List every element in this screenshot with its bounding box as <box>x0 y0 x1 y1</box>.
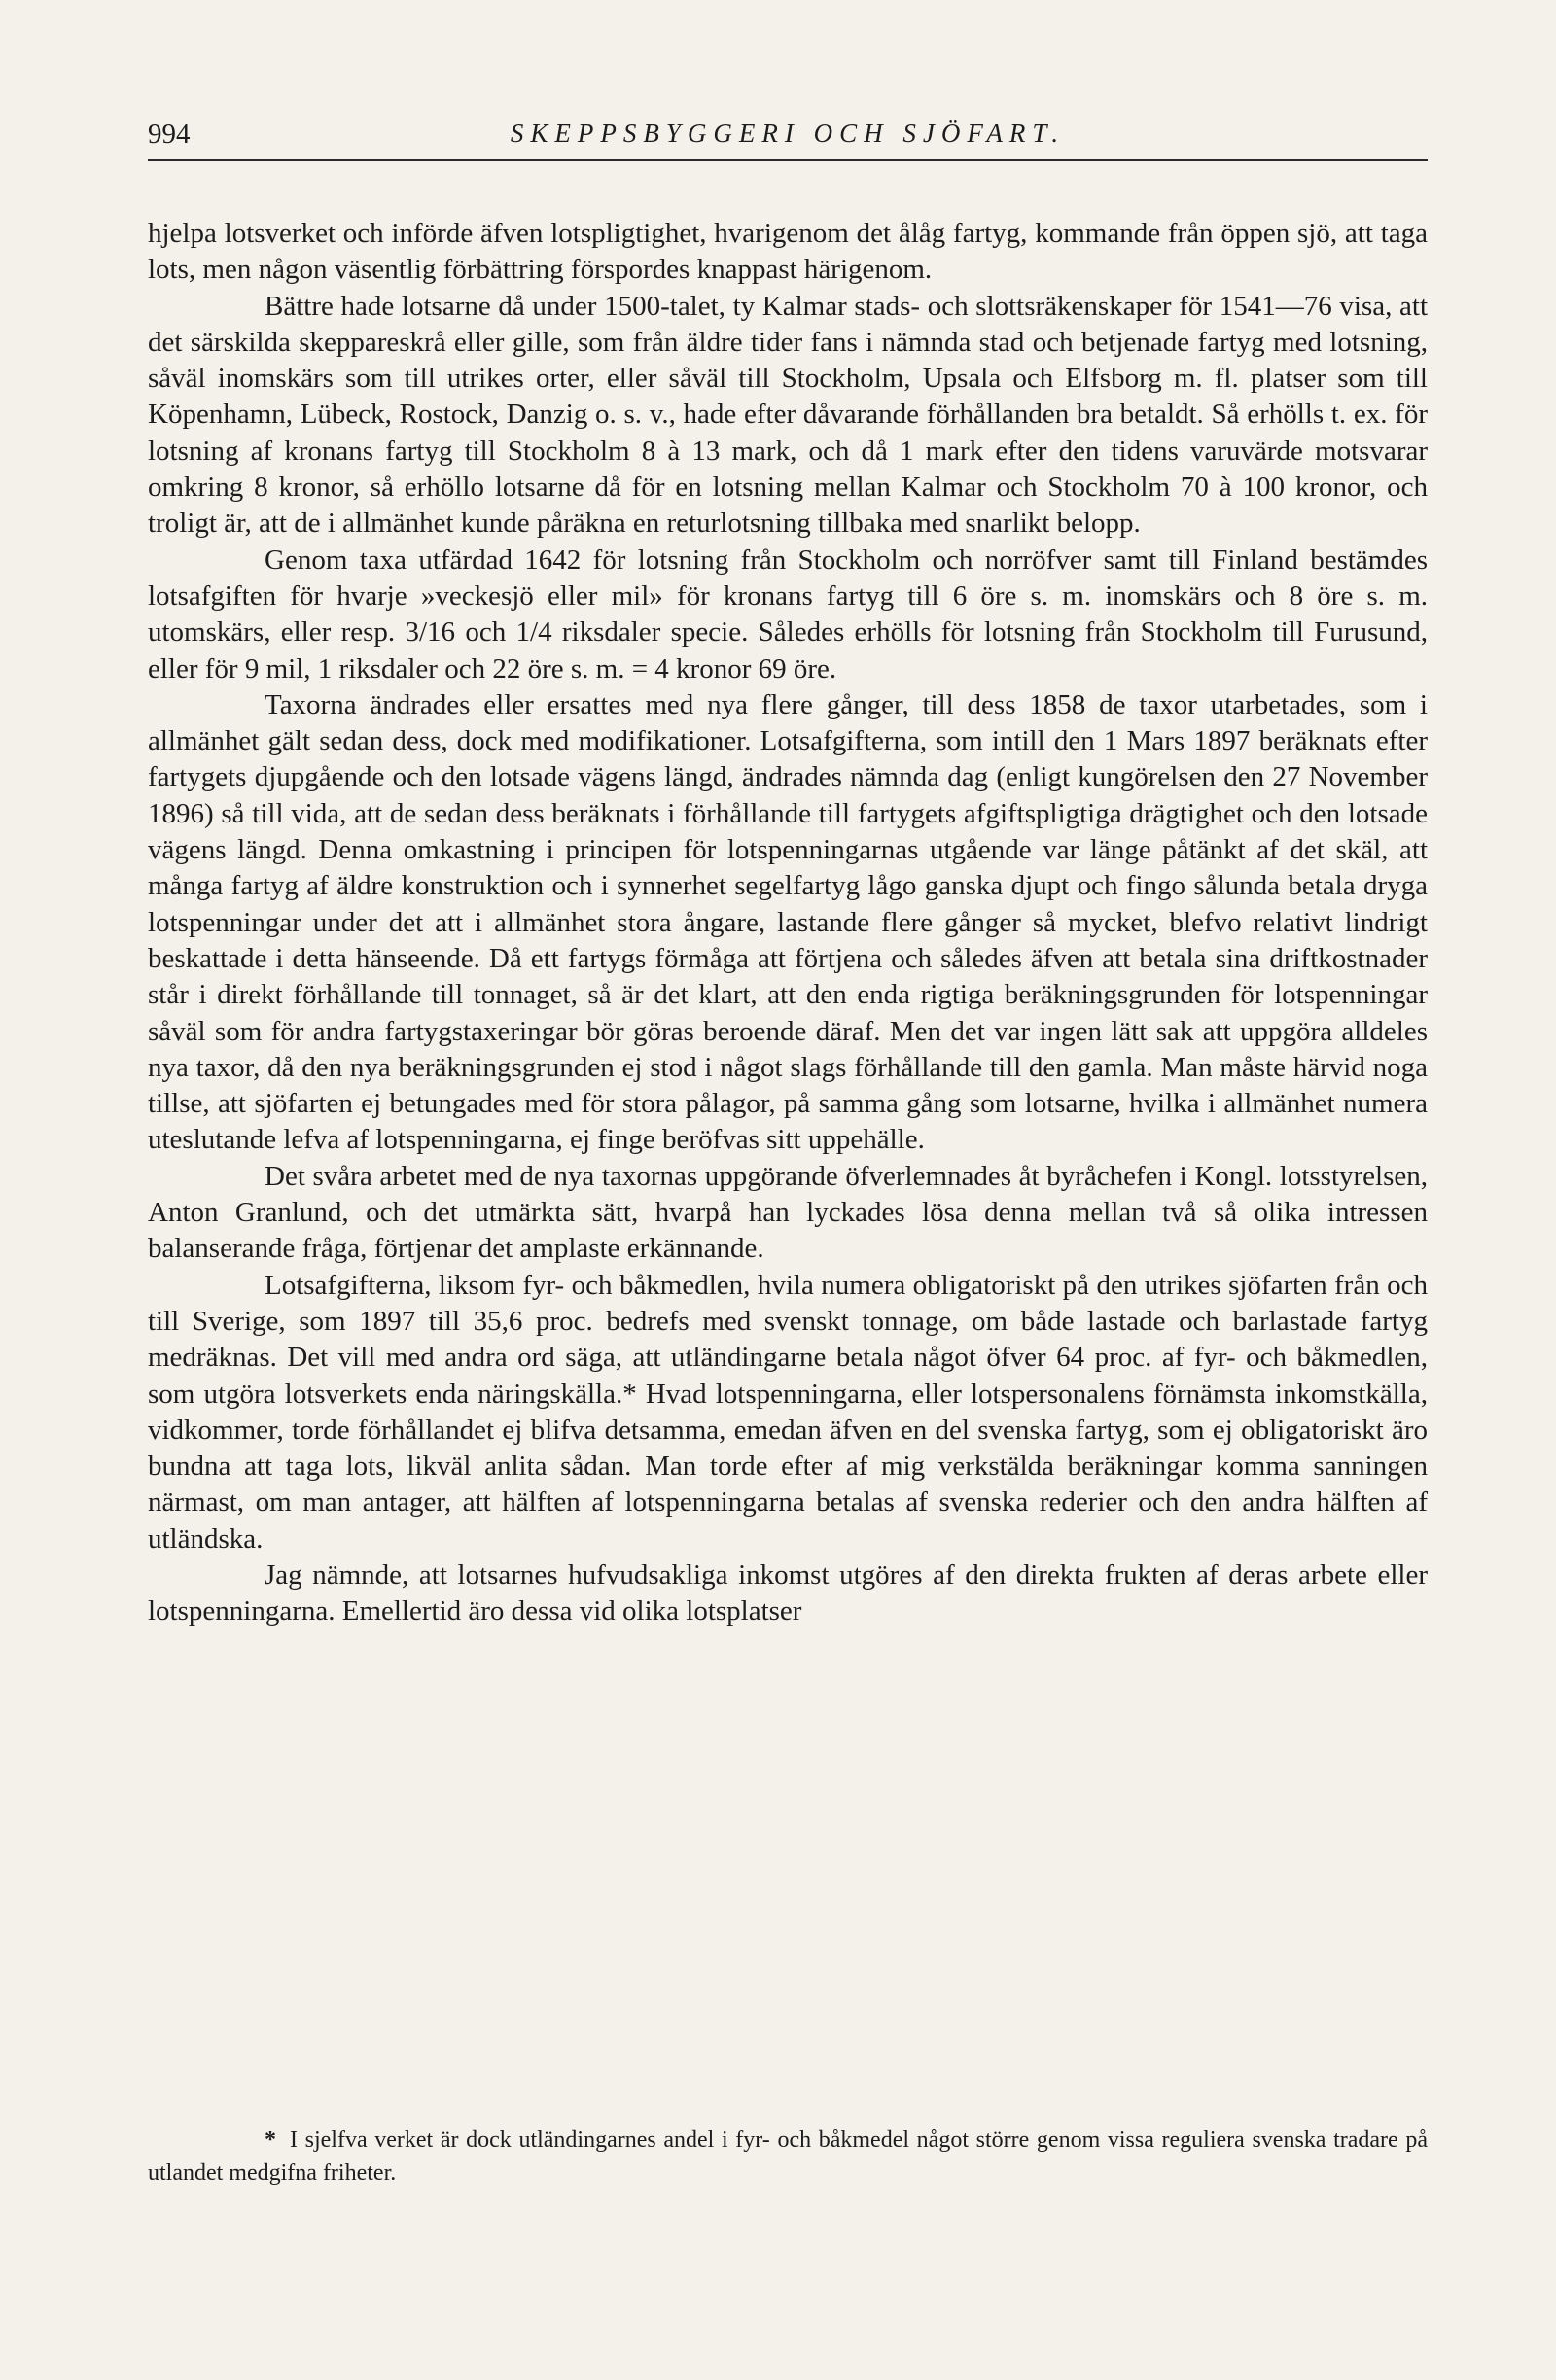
paragraph: Bättre hade lotsarne då under 1500-talet, ty Kalmar stads- och slottsräkenskaper för 1541—76 visa, att det särskilda skeppareskrå eller gille, som från äldre tider fans i nämnda stad och betjenade fartyg med lotsning, såväl inomskärs som till utrikes orter, eller såväl till Stockholm, Upsala och Elfsborg m. fl. platser som till Köpenhamn, Lübeck, Rostock, Danzig o. s. v., hade efter dåvarande förhållanden bra betaldt. Så erhölls t. ex. för lotsning af kronans fartyg till Stockholm 8 à 13 mark, och då 1 mark efter den tidens varuvärde motsvarar omkring 8 kronor, så erhöllo lotsarne då för en lotsning mellan Kalmar och Stockholm 70 à 100 kronor, och troligt är, att de i allmänhet kunde påräkna en returlotsning tillbaka med snarlikt belopp. <box>148 290 1428 540</box>
footnote-text: I sjelfva verket är dock utländingarnes andel i fyr- och båkmedel något större genom vissa reguliera svenska tradare på utlandet medgifna friheter. <box>148 2127 1428 2186</box>
paragraph: Jag nämnde, att lotsarnes hufvudsakliga inkomst utgöres af den direkta frukten af deras arbete eller lotspenningarna. Emellertid äro dessa vid olika lotsplatser <box>148 1558 1428 1628</box>
paragraph: Det svåra arbetet med de nya taxornas uppgörande öfverlemnades åt byråchefen i Kongl. lotsstyrelsen, Anton Granlund, och det utmärkta sätt, hvarpå han lyckades lösa denna mellan två så olika intressen balanserande fråga, förtjenar det amplaste erkännande. <box>148 1160 1428 1265</box>
paragraph: Taxorna ändrades eller ersattes med nya flere gånger, till dess 1858 de taxor utarbetades, som i allmänhet gält sedan dess, dock med modifikationer. Lotsafgifterna, som intill den 1 Mars 1897 beräknats efter fartygets djupgående och den lotsade vägens längd, ändrades nämnda dag (enligt kungörelsen den 27 November 1896) så till vida, att de sedan dess beräknats i förhållande till fartygets afgiftspligtiga drägtighet och den lotsade vägens längd. Denna omkastning i principen för lotspenningarnas utgående var länge påtänkt af det skäl, att många fartyg af äldre konstruktion och i synnerhet segelfartyg lågo ganska djupt och fingo sålunda betala dryga lotspenningar under det att i allmänhet stora ångare, lastande flere gånger så mycket, blefvo relativt lindrigt beskattade i detta hänseende. Då ett fartygs förmåga att förtjena och således äfven att betala sina driftkostnader står i direkt förhållande till tonnaget, så är det klart, att den enda rigtiga beräkningsgrunden för lotspenningar såväl som för andra fartygstaxeringar bör göras beroende däraf. Men det var ingen lätt sak att uppgöra alldeles nya taxor, då den nya beräkningsgrunden ej stod i något slags förhållande till den gamla. Man måste härvid noga tillse, att sjöfarten ej betungades med för stora pålagor, på samma gång som lotsarne, hvilka i allmänhet numera uteslutande lefva af lotspenningarna, ej finge beröfvas sitt uppehälle. <box>148 688 1428 1156</box>
paragraph: hjelpa lotsverket och införde äfven lotspligtighet, hvarigenom det ålåg fartyg, kommande från öppen sjö, att taga lots, men någon väsentlig förbättring förspordes knappast härigenom. <box>148 218 1428 286</box>
paragraph: Genom taxa utfärdad 1642 för lotsning från Stockholm och norröfver samt till Finland bestämdes lotsafgiften för hvarje »veckesjö eller mil» för kronans fartyg till 6 öre s. m. inomskärs och 8 öre s. m. utomskärs, eller resp. 3/16 och 1/4 riksdaler specie. Således erhölls för lotsning från Stockholm till Furusund, eller för 9 mil, 1 riksdaler och 22 öre s. m. = 4 kronor 69 öre. <box>148 543 1428 684</box>
running-title: SKEPPSBYGGERI OCH SJÖFART. <box>510 119 1066 148</box>
footnote-marker: * <box>265 2127 276 2152</box>
footnote <box>148 2123 1428 2189</box>
paragraph: Lotsafgifterna, liksom fyr- och båkmedlen, hvila numera obligatoriskt på den utrikes sjöfarten från och till Sverige, som 1897 till 35,6 proc. bedrefs med svenskt tonnage, om både lastade och barlastade fartyg medräknas. Det vill med andra ord säga, att utländingarne betala något öfver 64 proc. af fyr- och båkmedlen, som utgöra lotsverkets enda näringskälla.* Hvad lotspenningarna, eller lotspersonalens förnämsta inkomstkälla, vidkommer, torde förhållandet ej blifva detsamma, emedan äfven en del svenska fartyg, som ej obligatoriskt äro bundna att taga lots, likväl anlita sådan. Man torde efter af mig verkstälda beräkningar komma sanningen närmast, om man antager, att hälften af lotspenningarna betalas af svenska rederier och den andra hälften af utländska. <box>148 1269 1428 1555</box>
body-text <box>148 216 1428 1630</box>
page-header <box>148 115 1428 161</box>
page-number: 994 <box>148 119 191 150</box>
